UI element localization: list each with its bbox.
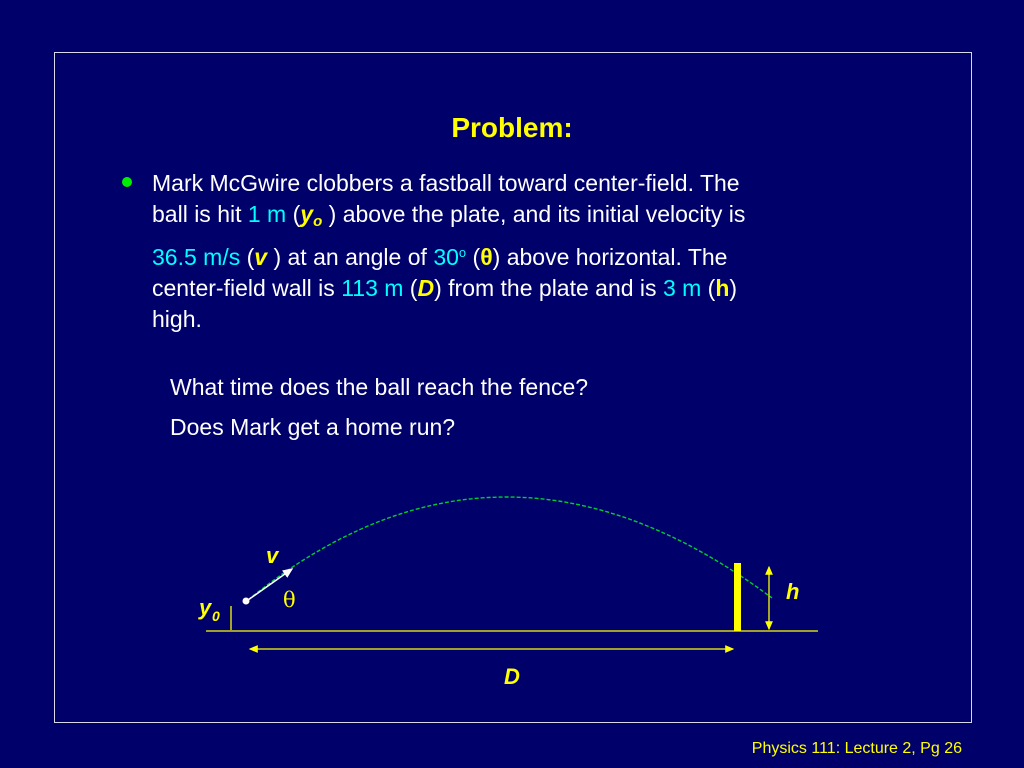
height-value: 1 m <box>247 201 287 227</box>
ball-icon <box>243 598 250 605</box>
problem-text: ( <box>286 201 301 227</box>
problem-text: ) <box>729 275 738 301</box>
problem-text: center-field wall is <box>152 275 342 301</box>
label-v: v <box>266 543 279 568</box>
theta-symbol: θ <box>480 244 493 270</box>
problem-text: ball is hit <box>152 201 248 227</box>
label-D: D <box>504 664 520 689</box>
slide-footer: Physics 111: Lecture 2, Pg 26 <box>751 740 962 757</box>
problem-text: ) from the plate and is <box>434 275 663 301</box>
v-symbol: v <box>254 244 268 270</box>
problem-line-5: high. <box>152 306 202 332</box>
center-field-wall <box>734 563 741 631</box>
distance-value: 113 m <box>341 275 404 301</box>
problem-text: ) above horizontal. The <box>492 244 728 270</box>
problem-line-1: Mark McGwire clobbers a fastball toward center-field. The <box>152 170 740 196</box>
problem-text: ( <box>403 275 418 301</box>
problem-text: ( <box>701 275 716 301</box>
y0-symbol: y <box>300 201 314 227</box>
label-theta: θ <box>283 588 296 612</box>
d-symbol: D <box>417 275 435 301</box>
label-y0-subscript: 0 <box>212 608 220 624</box>
trajectory-path <box>248 497 772 600</box>
problem-text: ( <box>240 244 255 270</box>
problem-text: ) above the plate, and its initial velocity is <box>322 201 746 227</box>
velocity-value: 36.5 m/s <box>152 244 241 270</box>
slide-title: Problem: <box>451 112 573 143</box>
angle-degree-sup: o <box>458 245 467 260</box>
question-2-text: Does Mark get a home run? <box>170 414 456 440</box>
label-y0: y <box>199 595 212 620</box>
question-1-text: What time does the ball reach the fence? <box>170 374 589 400</box>
problem-text: ( <box>466 244 481 270</box>
wall-height-value: 3 m <box>662 275 702 301</box>
h-symbol: h <box>715 275 730 301</box>
y0-subscript: o <box>313 213 323 230</box>
problem-text: ) at an angle of <box>267 244 434 270</box>
angle-value: 30 <box>433 244 459 270</box>
label-h: h <box>786 579 800 604</box>
